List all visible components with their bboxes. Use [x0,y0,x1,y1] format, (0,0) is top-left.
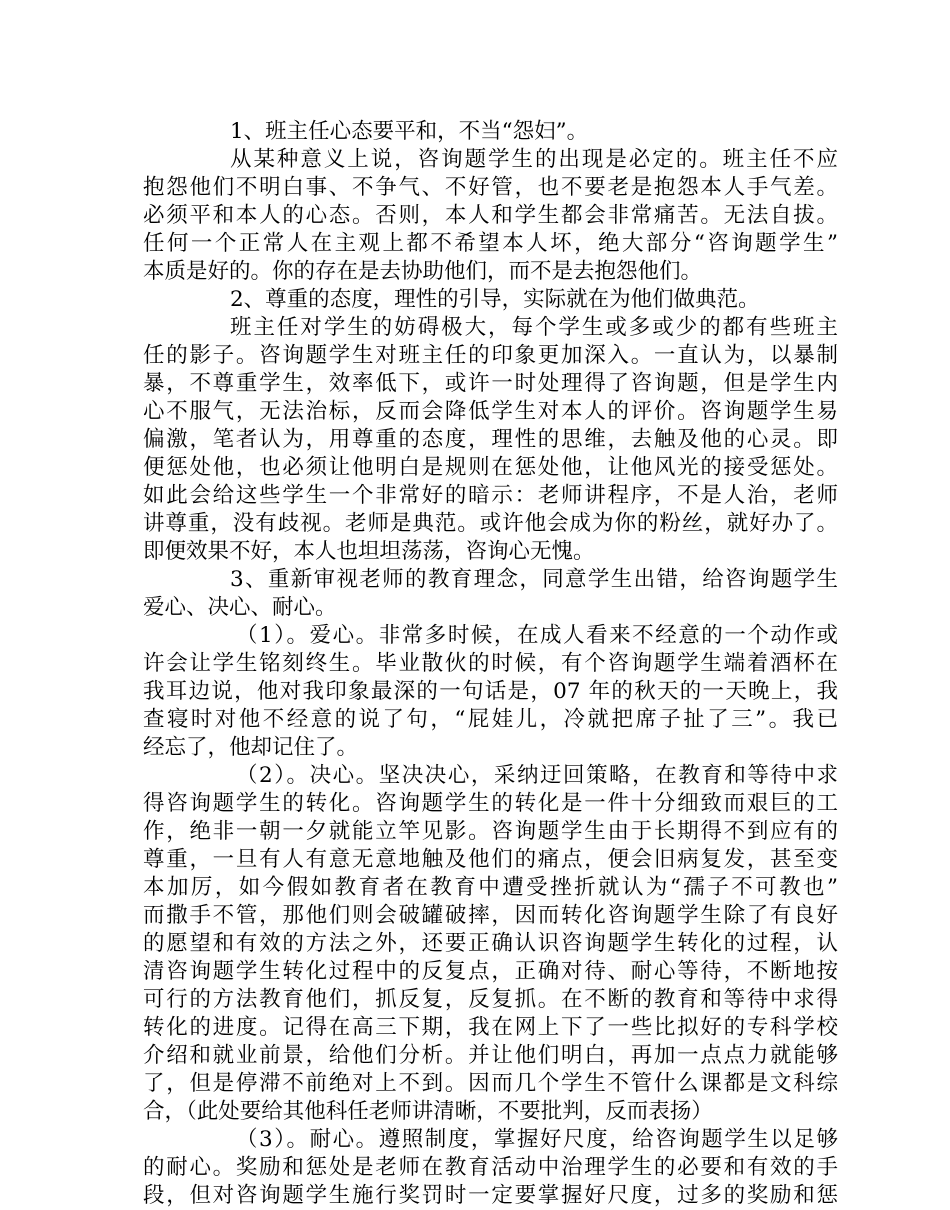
text-line: 暴，不尊重学生，效率低下，或许一时处理得了咨询题，但是学生内 [143,371,838,396]
text-line: 作，绝非一朝一夕就能立竿见影。咨询题学生由于长期得不到应有的 [143,819,838,844]
text-line: 从某种意义上说，咨询题学生的出现是必定的。班主任不应 [230,147,838,172]
text-line: 合，（此处要给其他科任老师讲清晰，不要批判，反而表扬） [143,1099,713,1124]
text-line: 查寝时对他不经意的说了句，“屁娃儿，冷就把席子扯了三”。我已 [143,707,838,732]
text-line: （3）。耐心。遵照制度，掌握好尺度，给咨询题学生以足够 [236,1127,838,1152]
text-line: 本质是好的。你的存在是去协助他们，而不是去抱怨他们。 [143,259,703,284]
text-line: 转化的进度。记得在高三下期，我在网上下了一些比拟好的专科学校 [143,1015,838,1040]
text-line: 如此会给这些学生一个非常好的暗示：老师讲程序，不是人治，老师 [143,483,838,508]
text-line: 段，但对咨询题学生施行奖罚时一定要掌握好尺度，过多的奖励和惩 [143,1183,838,1208]
text-line: 了，但是停滞不前绝对上不到。因而几个学生不管什么课都是文科综 [143,1071,838,1096]
text-line: 介绍和就业前景，给他们分析。并让他们明白，再加一点点力就能够 [143,1043,838,1068]
text-line: 即便效果不好，本人也坦坦荡荡，咨询心无愧。 [143,539,595,564]
text-line: 偏激，笔者认为，用尊重的态度，理性的思维，去触及他的心灵。即 [143,427,838,452]
text-line: 任的影子。咨询题学生对班主任的印象更加深入。一直认为，以暴制 [143,343,838,368]
text-line: （1）。爱心。非常多时候，在成人看来不经意的一个动作或 [236,623,838,648]
text-line: 得咨询题学生的转化。咨询题学生的转化是一件十分细致而艰巨的工 [143,791,838,816]
text-line: 1、班主任心态要平和，不当“怨妇”。 [230,119,589,144]
text-line: 便惩处他，也必须让他明白是规则在惩处他，让他风光的接受惩处。 [143,455,838,480]
text-line: 抱怨他们不明白事、不争气、不好管，也不要老是抱怨本人手气差。 [143,175,838,200]
text-line: 3、重新审视老师的教育理念，同意学生出错，给咨询题学生 [230,567,838,592]
text-line: 爱心、决心、耐心。 [143,595,337,620]
text-line: 班主任对学生的妨碍极大，每个学生或多或少的都有些班主 [230,315,838,340]
text-line: 的耐心。奖励和惩处是老师在教育活动中治理学生的必要和有效的手 [143,1155,838,1180]
text-line: 我耳边说，他对我印象最深的一句话是，07 年的秋天的一天晚上，我 [143,679,838,704]
text-line: 许会让学生铭刻终生。毕业散伙的时候，有个咨询题学生端着酒杯在 [143,651,838,676]
text-line: 心不服气，无法治标，反而会降低学生对本人的评价。咨询题学生易 [143,399,838,424]
text-line: 讲尊重，没有歧视。老师是典范。或许他会成为你的粉丝，就好办了。 [143,511,838,536]
text-line: 而撒手不管，那他们则会破罐破摔，因而转化咨询题学生除了有良好 [143,903,838,928]
text-line: 任何一个正常人在主观上都不希望本人坏，绝大部分“咨询题学生” [143,231,838,256]
text-line: 的愿望和有效的方法之外，还要正确认识咨询题学生转化的过程，认 [143,931,838,956]
document-body [143,118,838,1210]
text-line: 必须平和本人的心态。否则，本人和学生都会非常痛苦。无法自拔。 [143,203,838,228]
text-line: 尊重，一旦有人有意无意地触及他们的痛点，便会旧病复发，甚至变 [143,847,838,872]
text-line: 本加厉，如今假如教育者在教育中遭受挫折就认为“孺子不可教也” [143,875,838,900]
text-line: 经忘了，他却记住了。 [143,735,359,760]
text-line: 可行的方法教育他们，抓反复，反复抓。在不断的教育和等待中求得 [143,987,838,1012]
text-line: 清咨询题学生转化过程中的反复点，正确对待、耐心等待，不断地按 [143,959,838,984]
text-line: 2、尊重的态度，理性的引导，实际就在为他们做典范。 [230,287,760,312]
text-line: （2）。决心。坚决决心，采纳迂回策略，在教育和等待中求 [236,763,838,788]
